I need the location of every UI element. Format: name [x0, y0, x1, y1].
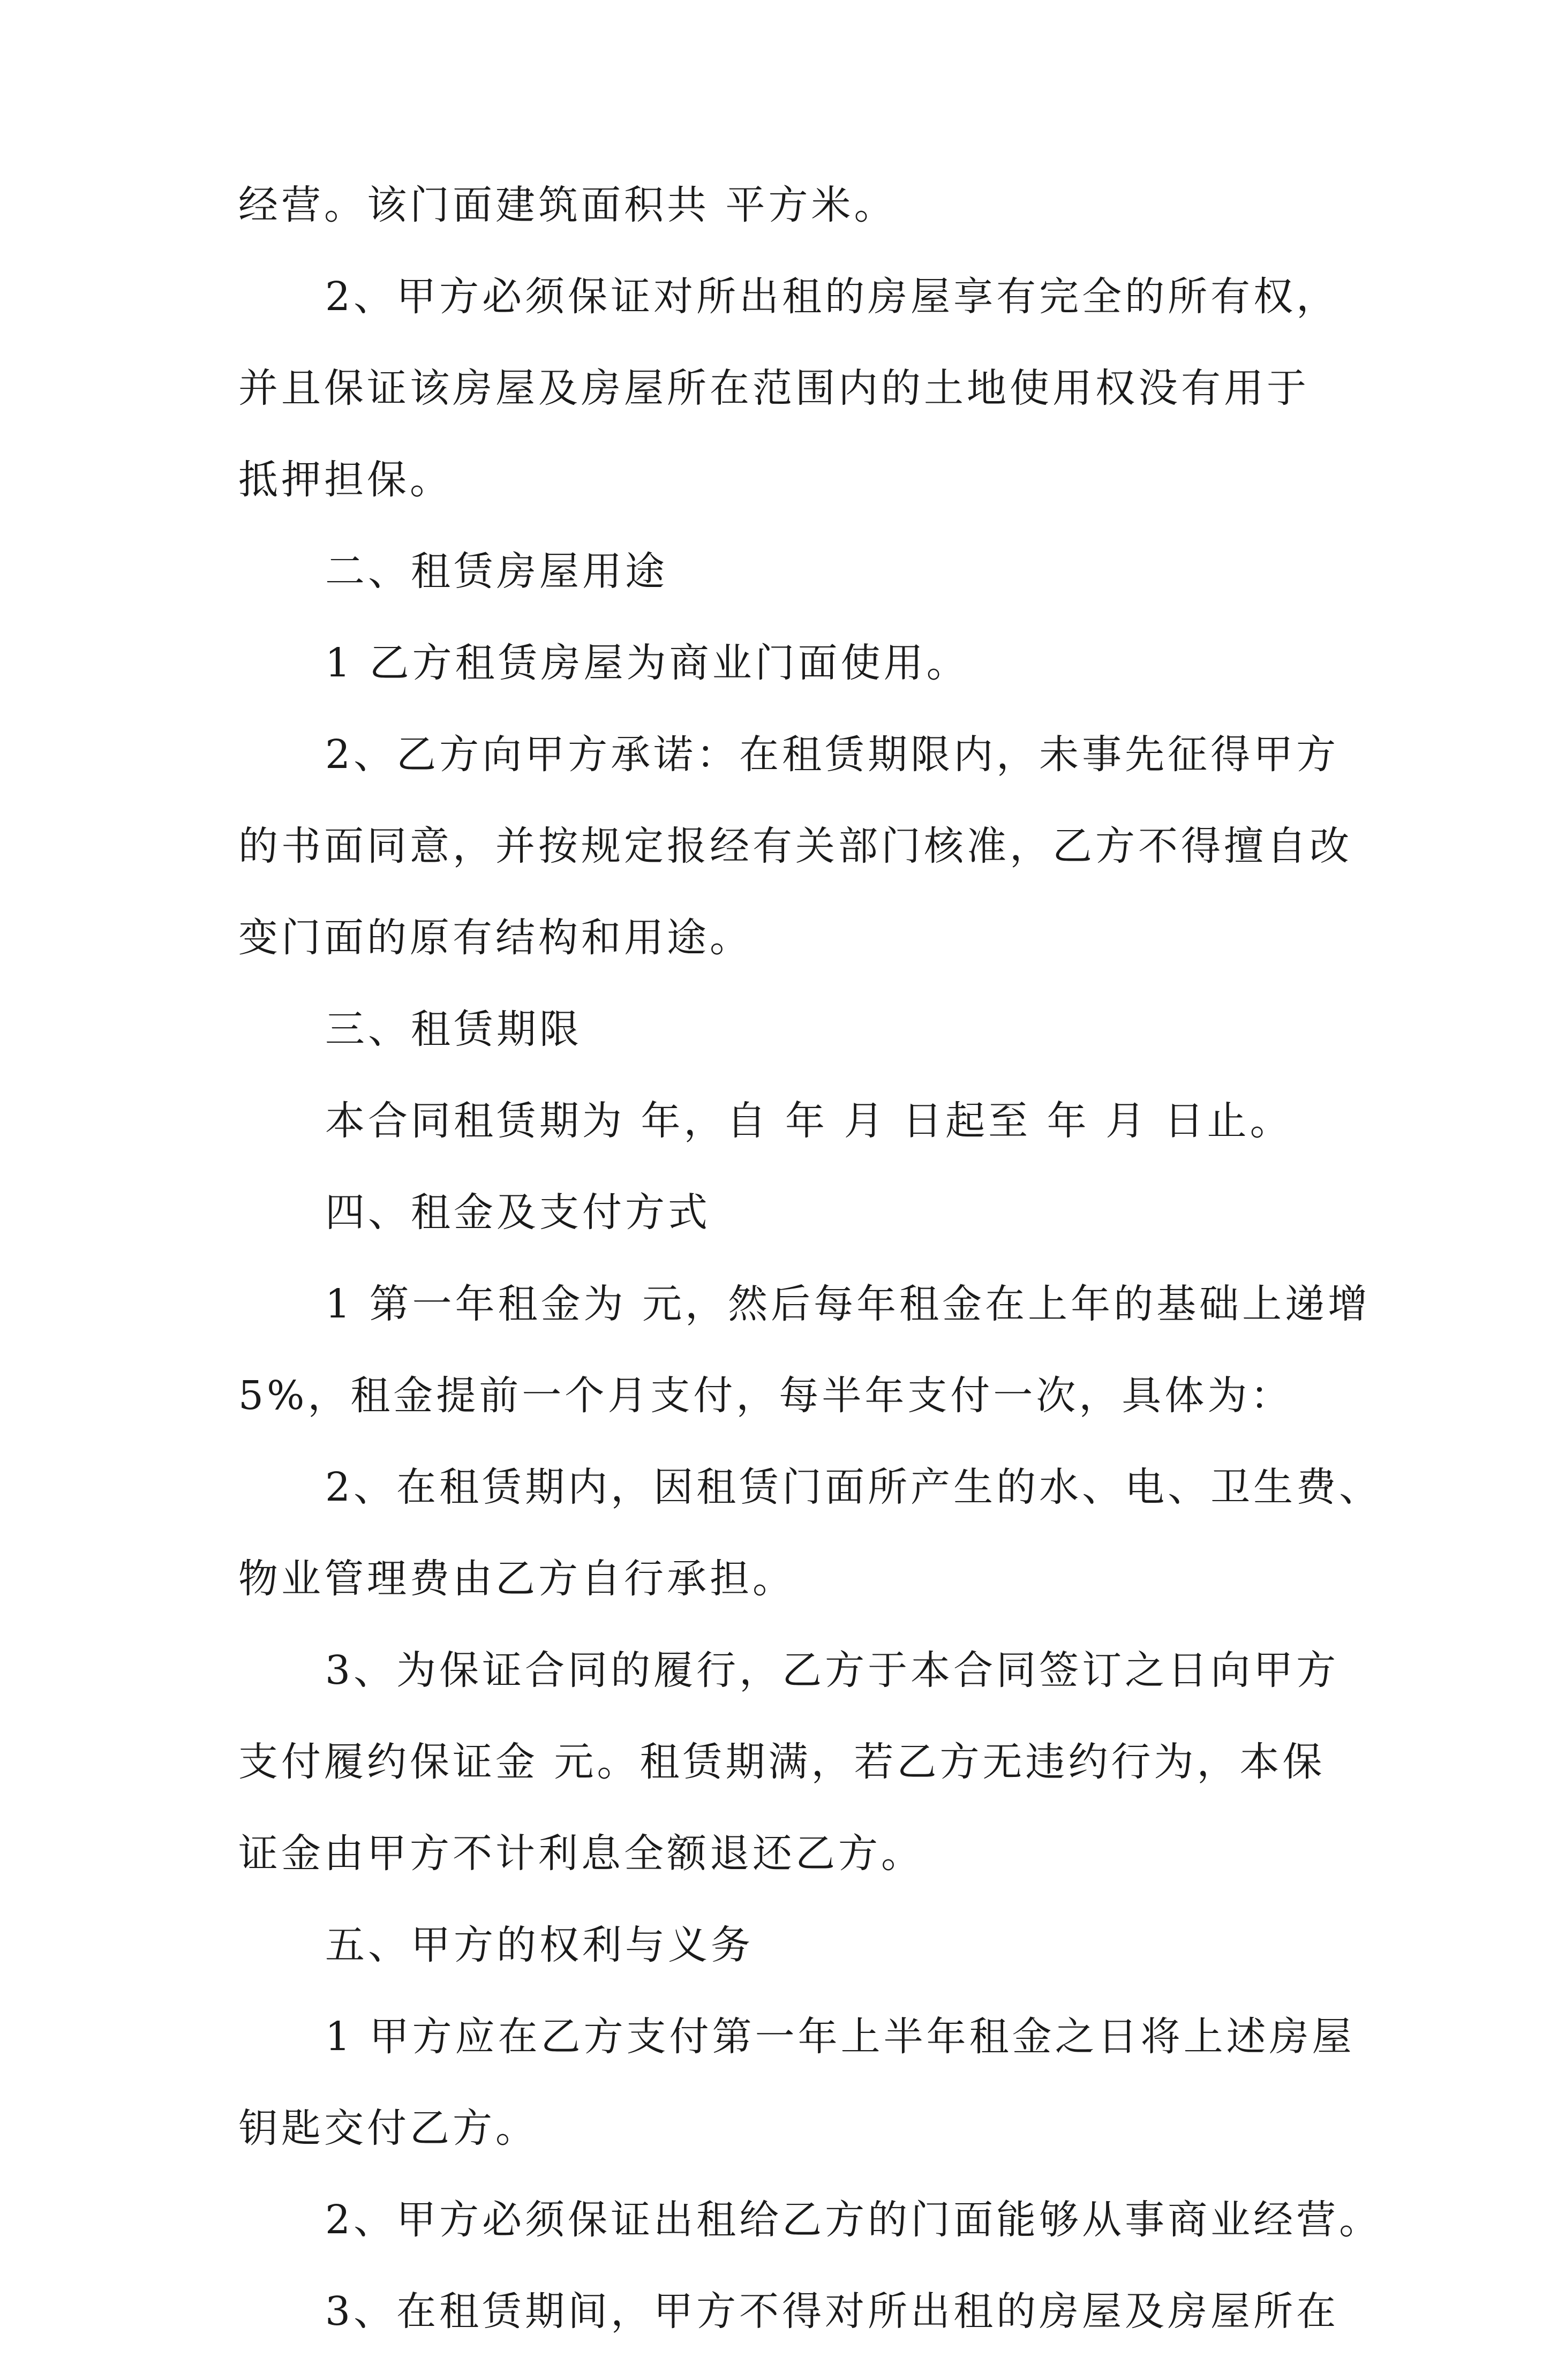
text-line: 经营。该门面建筑面积共 平方米。 [238, 182, 897, 228]
text-line: 2、甲方必须保证对所出租的房屋享有完全的所有权， [325, 274, 1340, 320]
document-body [238, 182, 1382, 2380]
section-heading: 四、租金及支付方式 [325, 1189, 711, 1236]
section-heading: 三、租赁期限 [325, 1006, 582, 1052]
section-heading: 五、甲方的权利与义务 [325, 1922, 754, 1968]
section-heading: 二、租赁房屋用途 [325, 548, 668, 594]
text-line: 3、为保证合同的履行，乙方于本合同签订之日向甲方 [325, 1647, 1340, 1693]
text-line: 变门面的原有结构和用途。 [238, 915, 753, 961]
text-line: 证金由甲方不计利息全额退还乙方。 [238, 1831, 924, 1877]
text-line: 2、甲方必须保证出租给乙方的门面能够从事商业经营。 [325, 2197, 1382, 2243]
text-line: 支付履约保证金 元。租赁期满，若乙方无违约行为，本保 [238, 1739, 1326, 1785]
text-line: 本合同租赁期为 年，自 年 月 日起至 年 月 日止。 [325, 1098, 1293, 1144]
text-line: 并且保证该房屋及房屋所在范围内的土地使用权没有用于 [238, 365, 1310, 411]
text-line: 5%，租金提前一个月支付，每半年支付一次，具体为： [238, 1373, 1293, 1419]
text-line: 3、在租赁期间，甲方不得对所出租的房屋及房屋所在 [325, 2288, 1340, 2334]
text-line: 1 第一年租金为 元，然后每年租金在上年的基础上递增 [325, 1281, 1371, 1327]
text-line: 2、在租赁期内，因租赁门面所产生的水、电、卫生费、 [325, 1464, 1382, 1510]
text-line: 1 甲方应在乙方支付第一年上半年租金之日将上述房屋 [325, 2014, 1355, 2060]
text-line: 2、乙方向甲方承诺：在租赁期限内，未事先征得甲方 [325, 732, 1340, 778]
text-line: 抵押担保。 [238, 457, 453, 503]
text-line: 钥匙交付乙方。 [238, 2105, 538, 2151]
text-line: 物业管理费由乙方自行承担。 [238, 1556, 795, 1602]
text-line: 1 乙方租赁房屋为商业门面使用。 [325, 640, 969, 686]
text-line: 的书面同意，并按规定报经有关部门核准，乙方不得擅自改 [238, 823, 1352, 869]
